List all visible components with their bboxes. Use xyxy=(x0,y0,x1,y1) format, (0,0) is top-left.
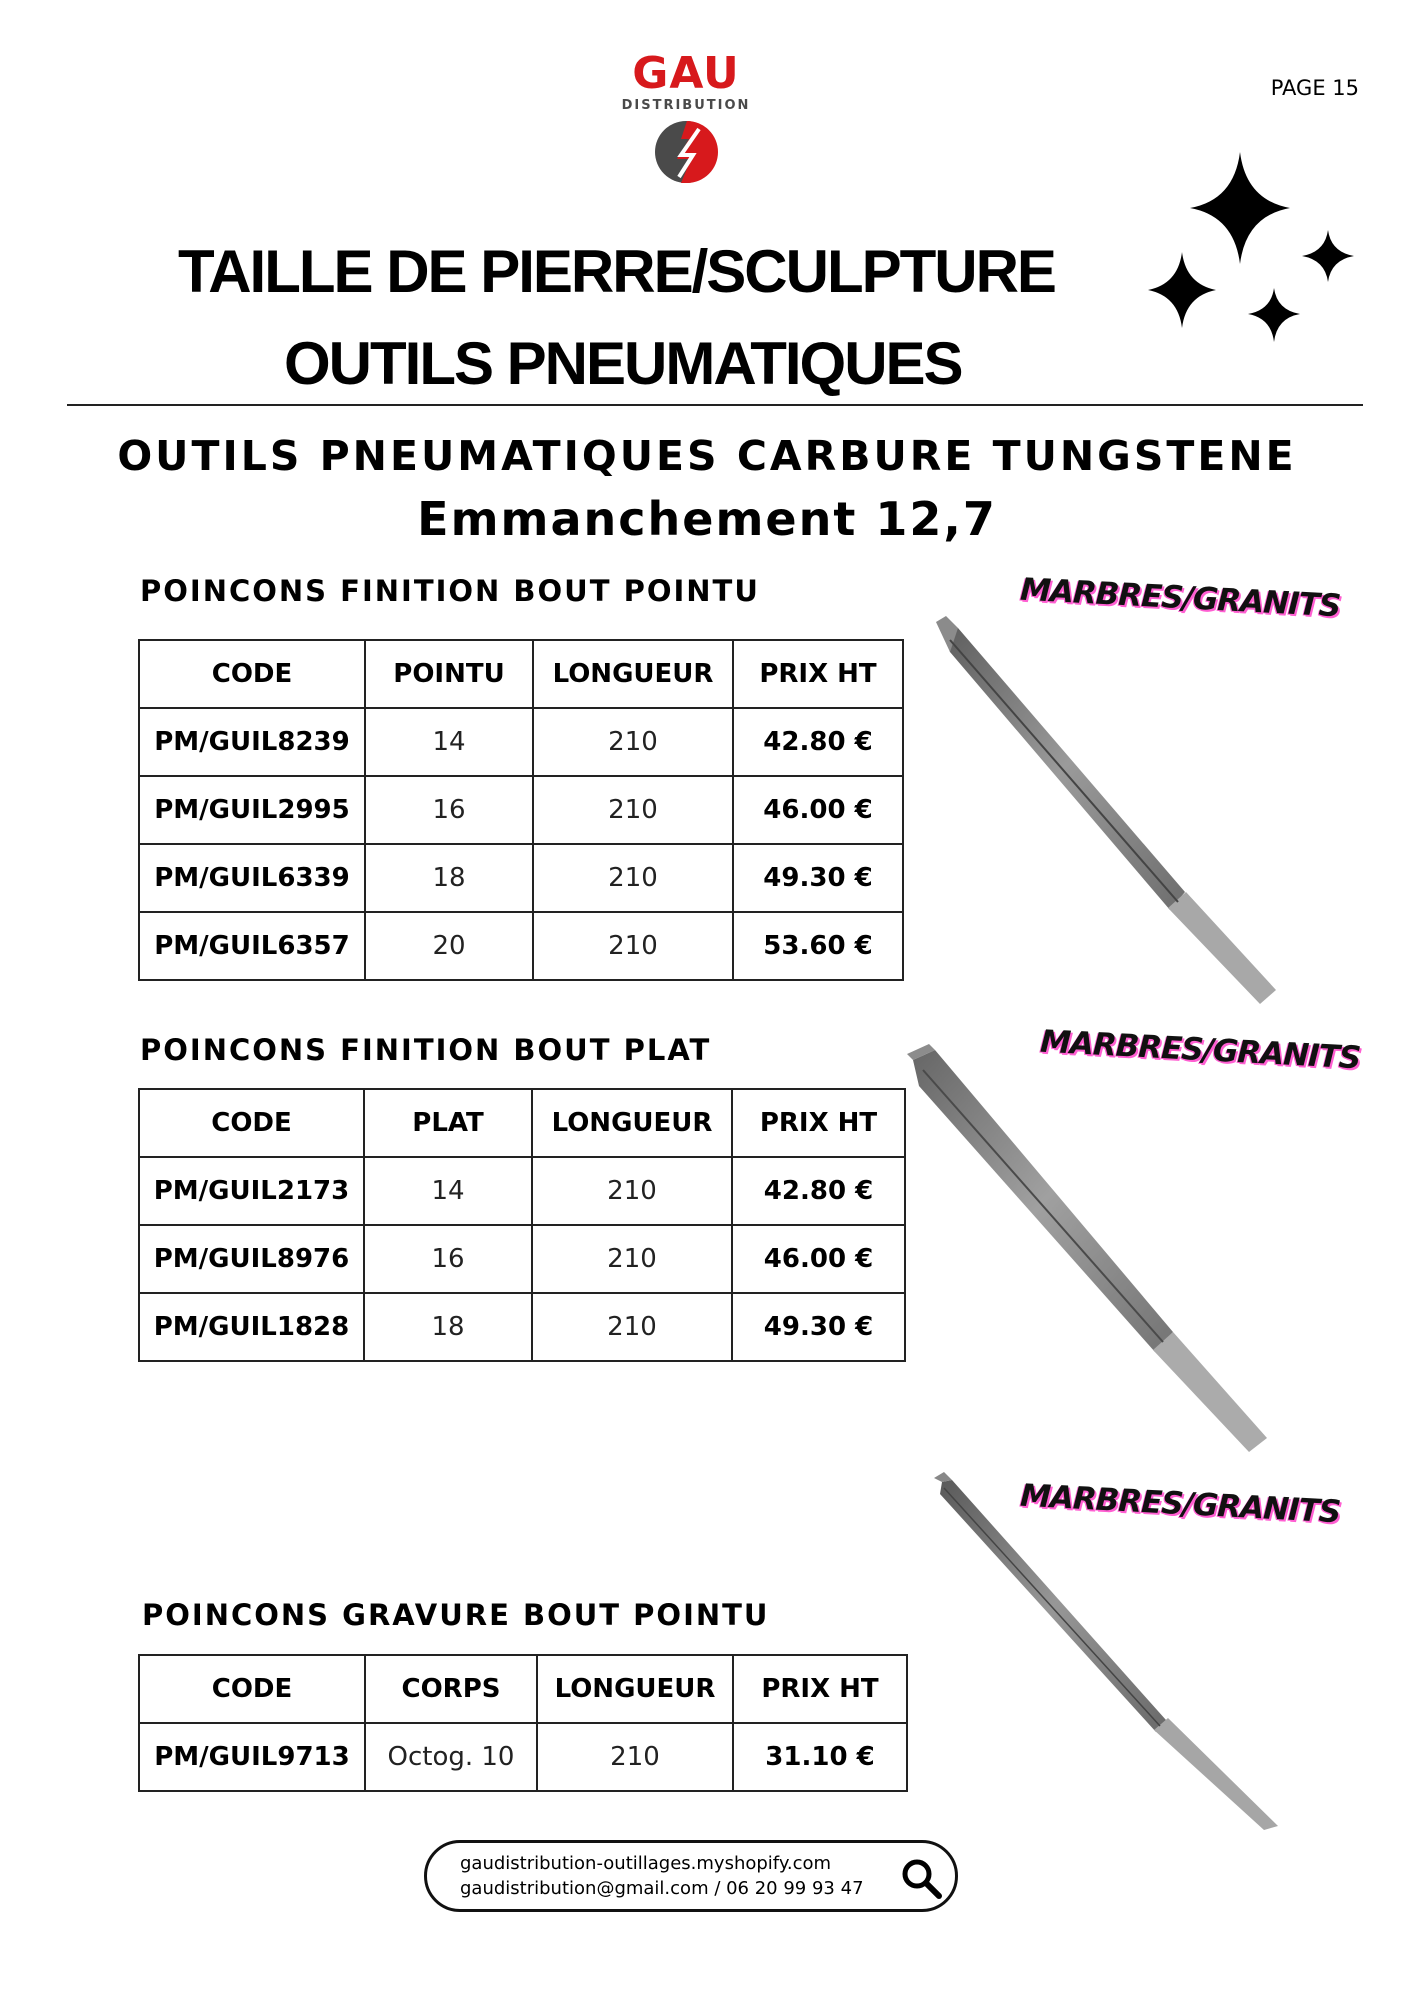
tool-engraving-chisel-image xyxy=(930,1470,1290,1830)
subtitle-line-1: OUTILS PNEUMATIQUES CARBURE TUNGSTENE xyxy=(117,432,1297,480)
tool-pointed-chisel-image xyxy=(930,610,1290,1010)
cell-length: 210 xyxy=(532,1157,732,1225)
table-header-row xyxy=(139,1655,907,1723)
cell-length: 210 xyxy=(532,1293,732,1361)
brand-name: GAU xyxy=(632,48,740,99)
cell-size: 18 xyxy=(365,844,533,912)
search-icon[interactable] xyxy=(900,1857,944,1901)
cell-code: PM/GUIL8976 xyxy=(139,1225,364,1293)
cell-size: 20 xyxy=(365,912,533,980)
cell-length: 210 xyxy=(532,1225,732,1293)
header-divider xyxy=(67,404,1363,406)
footer-website-link[interactable]: gaudistribution-outillages.myshopify.com xyxy=(460,1853,832,1874)
table-header-row xyxy=(139,1089,905,1157)
col-header-longueur: LONGUEUR xyxy=(532,1089,732,1157)
table-row xyxy=(139,844,903,912)
table-row xyxy=(139,1157,905,1225)
cell-code: PM/GUIL2995 xyxy=(139,776,365,844)
cell-length: 210 xyxy=(533,912,733,980)
footer-contact-pill xyxy=(424,1840,958,1912)
section-title-gravure-pointu: POINCONS GRAVURE BOUT POINTU xyxy=(142,1598,770,1632)
col-header-longueur: LONGUEUR xyxy=(533,640,733,708)
col-header-corps: CORPS xyxy=(365,1655,537,1723)
cell-length: 210 xyxy=(537,1723,733,1791)
logo-emblem-icon xyxy=(651,119,721,185)
cell-size: 16 xyxy=(365,776,533,844)
col-header-code: CODE xyxy=(139,1655,365,1723)
price-table-finition-plat xyxy=(138,1088,906,1362)
material-tag: MARBRES/GRANITS xyxy=(1039,1023,1362,1077)
tool-flat-chisel-image xyxy=(905,1040,1285,1460)
material-tag: MARBRES/GRANITS xyxy=(1019,571,1342,625)
brand-logo xyxy=(610,48,762,187)
col-header-longueur: LONGUEUR xyxy=(537,1655,733,1723)
cell-code: PM/GUIL8239 xyxy=(139,708,365,776)
footer-contact-text: gaudistribution@gmail.com / 06 20 99 93 47 xyxy=(460,1878,864,1899)
page-number: PAGE 15 xyxy=(1270,76,1359,100)
price-table-gravure-pointu xyxy=(138,1654,908,1792)
col-header-prix: PRIX HT xyxy=(732,1089,905,1157)
cell-price: 42.80 € xyxy=(733,708,903,776)
cell-code: PM/GUIL6339 xyxy=(139,844,365,912)
cell-price: 53.60 € xyxy=(733,912,903,980)
col-header-prix: PRIX HT xyxy=(733,640,903,708)
cell-price: 31.10 € xyxy=(733,1723,907,1791)
cell-size: 14 xyxy=(364,1157,532,1225)
table-row xyxy=(139,776,903,844)
price-table-finition-pointu xyxy=(138,639,904,981)
cell-price: 49.30 € xyxy=(733,844,903,912)
table-row xyxy=(139,1723,907,1791)
cell-price: 49.30 € xyxy=(732,1293,905,1361)
table-row xyxy=(139,1293,905,1361)
section-title-finition-pointu: POINCONS FINITION BOUT POINTU xyxy=(140,574,760,608)
col-header-pointu: POINTU xyxy=(365,640,533,708)
sparkles-icon xyxy=(1140,152,1370,362)
cell-length: 210 xyxy=(533,844,733,912)
cell-size: 14 xyxy=(365,708,533,776)
cell-code: PM/GUIL6357 xyxy=(139,912,365,980)
cell-code: PM/GUIL2173 xyxy=(139,1157,364,1225)
table-row xyxy=(139,912,903,980)
cell-code: PM/GUIL1828 xyxy=(139,1293,364,1361)
cell-price: 46.00 € xyxy=(733,776,903,844)
section-title-finition-plat: POINCONS FINITION BOUT PLAT xyxy=(140,1033,712,1067)
cell-price: 46.00 € xyxy=(732,1225,905,1293)
col-header-code: CODE xyxy=(139,640,365,708)
subtitle-line-2: Emmanchement 12,7 xyxy=(417,492,997,546)
cell-size: 16 xyxy=(364,1225,532,1293)
table-row xyxy=(139,708,903,776)
cell-length: 210 xyxy=(533,776,733,844)
brand-sub: DISTRIBUTION xyxy=(621,98,751,113)
col-header-prix: PRIX HT xyxy=(733,1655,907,1723)
table-row xyxy=(139,1225,905,1293)
cell-price: 42.80 € xyxy=(732,1157,905,1225)
col-header-code: CODE xyxy=(139,1089,364,1157)
table-header-row xyxy=(139,640,903,708)
page-title-line-2: OUTILS PNEUMATIQUES xyxy=(284,330,962,397)
cell-code: PM/GUIL9713 xyxy=(139,1723,365,1791)
col-header-plat: PLAT xyxy=(364,1089,532,1157)
cell-size: 18 xyxy=(364,1293,532,1361)
material-tag: MARBRES/GRANITS xyxy=(1019,1477,1342,1531)
cell-length: 210 xyxy=(533,708,733,776)
page-title-line-1: TAILLE DE PIERRE/SCULPTURE xyxy=(178,238,1055,305)
cell-body: Octog. 10 xyxy=(365,1723,537,1791)
